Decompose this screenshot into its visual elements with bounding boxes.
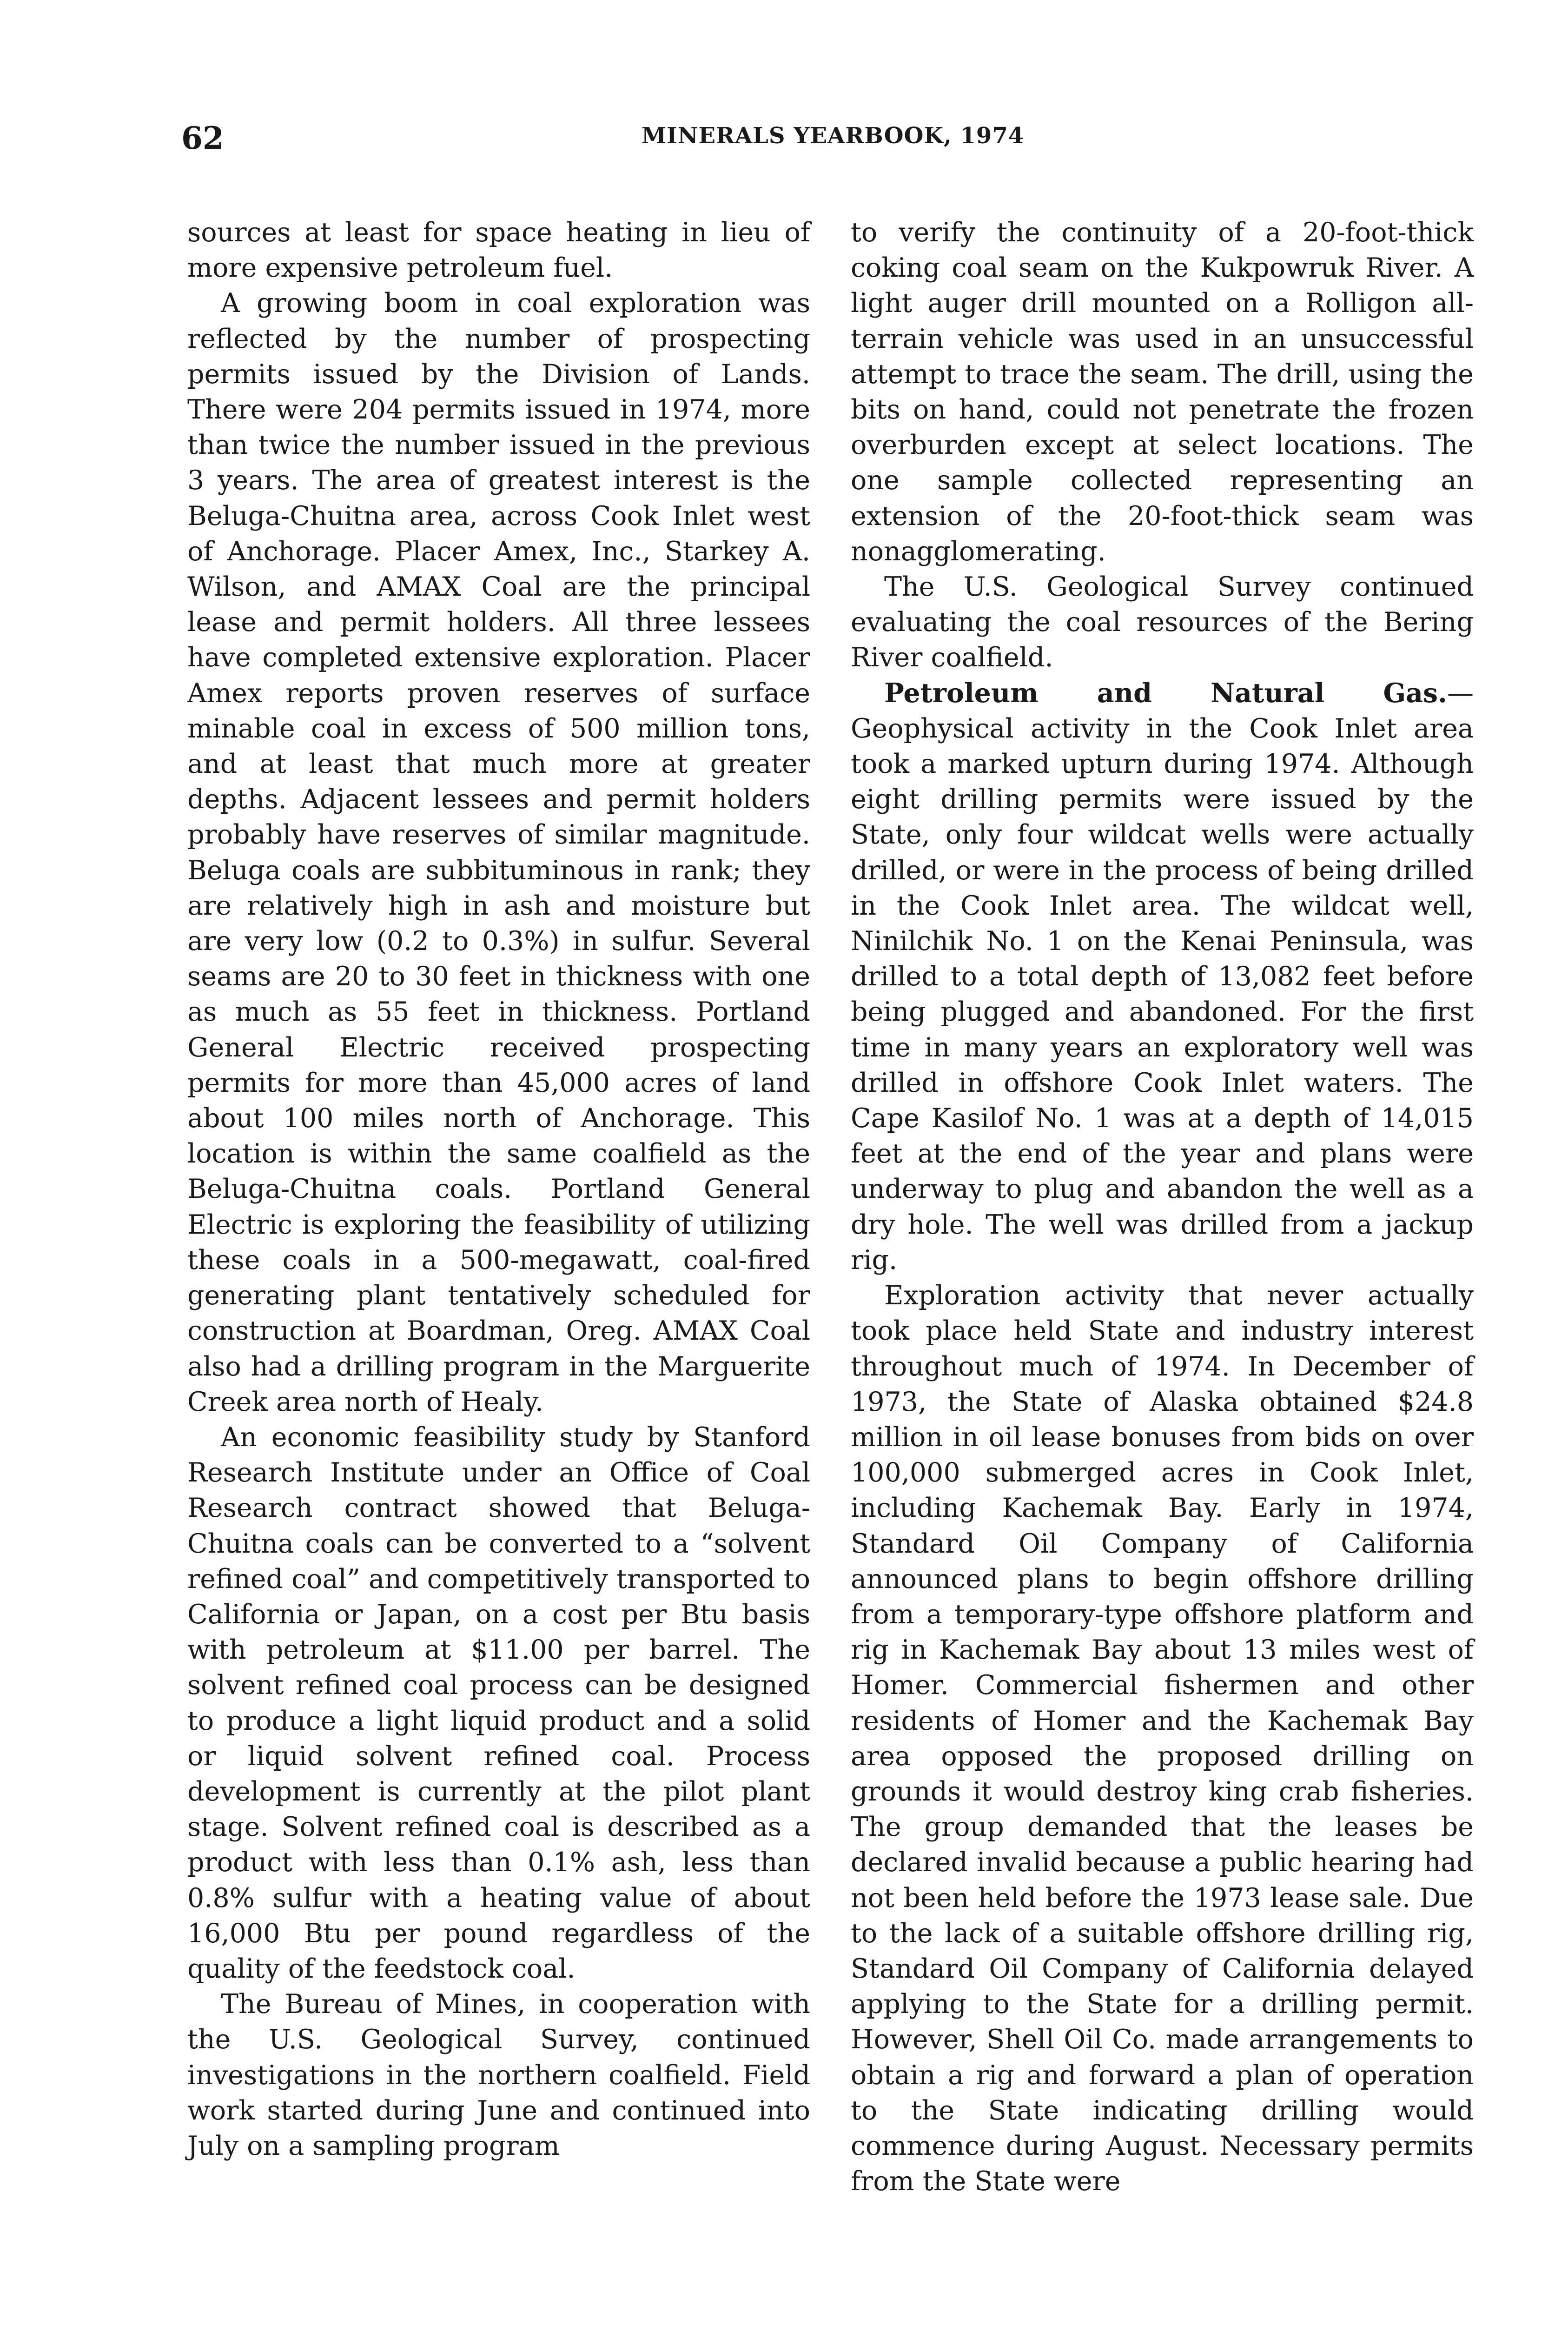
- right-column: [851, 215, 1474, 2199]
- section-heading: Petroleum and Natural Gas.: [884, 677, 1447, 709]
- paragraph: sources at least for space heating in lieu of more expensive petroleum fuel.: [187, 217, 810, 284]
- paragraph: A growing boom in coal exploration was reflected by the number of prospecting permits issued by the Division of Lands. There were 204 permits issued in 1974, more than twice the number issued in the previous 3 years. The area of greatest interest is the Beluga-Chuitna area, across Cook Inlet west of Anchorage. Placer Amex, Inc., Starkey A. Wilson, and AMAX Coal are the principal lease and permit holders. All three lessees have completed extensive exploration. Placer Amex reports proven reserves of surface minable coal in excess of 500 million tons, and at least that much more at greater depths. Adjacent lessees and permit holders probably have reserves of similar magnitude. Beluga coals are subbituminous in rank; they are relatively high in ash and moisture but are very low (0.2 to 0.3%) in sulfur. Several seams are 20 to 30 feet in thickness with one as much as 55 feet in thickness. Portland General Electric received prospecting permits for more than 45,000 acres of land about 100 miles north of Anchorage. This location is within the same coalfield as the Beluga-Chuitna coals. Portland General Electric is exploring the feasibility of utilizing these coals in a 500-megawatt, coal-fired generating plant tentatively scheduled for construction at Boardman, Oreg. AMAX Coal also had a drilling program in the Marguerite Creek area north of Healy.: [187, 288, 810, 1417]
- page-number: 62: [181, 120, 224, 156]
- paragraph: to verify the continuity of a 20-foot-thick coking coal seam on the Kukpowruk River. A light auger drill mounted on a Rolligon all-terrain vehicle was used in an unsuccessful attempt to trace the seam. The drill, using the bits on hand, could not penetrate the frozen overburden except at select locations. The one sample collected representing an extension of the 20-foot-thick seam was nonagglomerating.: [851, 217, 1474, 567]
- paragraph: The Bureau of Mines, in cooperation with the U.S. Geological Survey, continued investigations in the northern coalfield. Field work started during June and continued into July on a sampling program: [187, 1989, 810, 2161]
- page-header: [181, 120, 1041, 162]
- paragraph: The U.S. Geological Survey continued evaluating the coal resources of the Bering River coalfield.: [851, 571, 1474, 673]
- paragraph: An economic feasibility study by Stanford Research Institute under an Office of Coal Research contract showed that Beluga-Chuitna coals can be converted to a “solvent refined coal” and competitively transported to California or Japan, on a cost per Btu basis with petroleum at $11.00 per barrel. The solvent refined coal process can be designed to produce a light liquid product and a solid or liquid solvent refined coal. Process development is currently at the pilot plant stage. Solvent refined coal is described as a product with less than 0.1% ash, less than 0.8% sulfur with a heating value of about 16,000 Btu per pound regardless of the quality of the feedstock coal.: [187, 1422, 810, 1984]
- section-body: —Geophysical activity in the Cook Inlet area took a marked upturn during 1974. Although eight drilling permits were issued by the State, only four wildcat wells were actually drilled, or were in the process of being drilled in the Cook Inlet area. The wildcat well, Ninilchik No. 1 on the Kenai Peninsula, was drilled to a total depth of 13,082 feet before being plugged and abandoned. For the first time in many years an exploratory well was drilled in offshore Cook Inlet waters. The Cape Kasilof No. 1 was at a depth of 14,015 feet at the end of the year and plans were underway to plug and abandon the well as a dry hole. The well was drilled from a jackup rig.: [851, 678, 1474, 1275]
- paragraph: Exploration activity that never actually took place held State and industry interest throughout much of 1974. In December of 1973, the State of Alaska obtained $24.8 million in oil lease bonuses from bids on over 100,000 submerged acres in Cook Inlet, including Kachemak Bay. Early in 1974, Standard Oil Company of California announced plans to begin offshore drilling from a temporary-type offshore platform and rig in Kachemak Bay about 13 miles west of Homer. Commercial fishermen and other residents of Homer and the Kachemak Bay area opposed the proposed drilling on grounds it would destroy king crab fisheries. The group demanded that the leases be declared invalid because a public hearing had not been held before the 1973 lease sale. Due to the lack of a suitable offshore drilling rig, Standard Oil Company of California delayed applying to the State for a drilling permit. However, Shell Oil Co. made arrangements to obtain a rig and forward a plan of operation to the State indicating drilling would commence during August. Necessary permits from the State were: [851, 1280, 1474, 2197]
- running-title: MINERALS YEARBOOK, 1974: [642, 123, 1025, 149]
- section-paragraph: [851, 676, 1474, 1278]
- left-column: [187, 215, 810, 2164]
